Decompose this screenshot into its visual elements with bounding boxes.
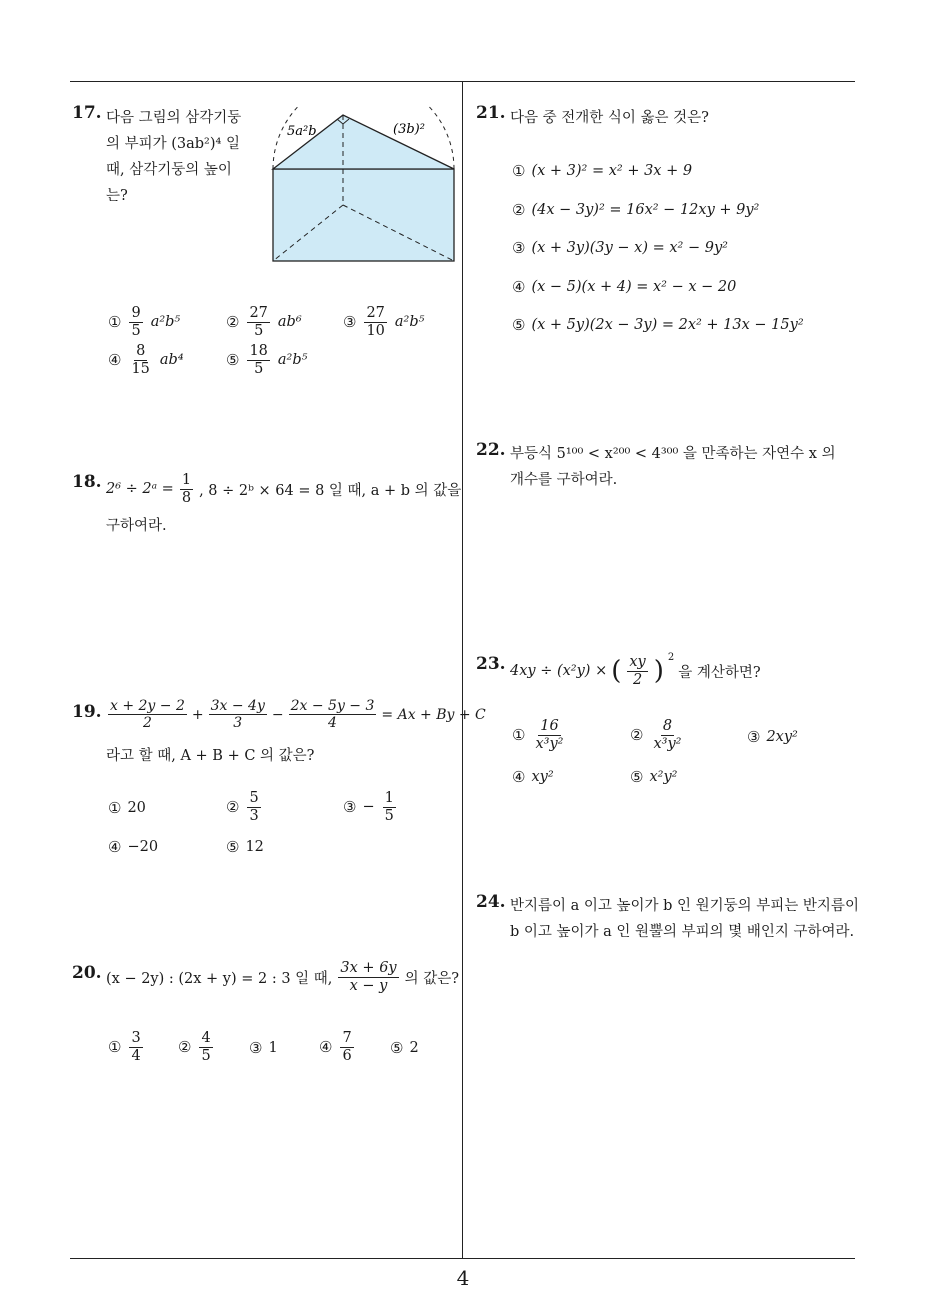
q21-number: 21.	[476, 103, 506, 123]
q23-option-1[interactable]	[512, 718, 567, 752]
q21-option-4-mark: ④	[512, 278, 526, 296]
q23-left-paren: (	[611, 656, 622, 687]
q17-option-4-mark: ④	[108, 351, 122, 370]
q19-option-5-mark: ⑤	[226, 838, 240, 856]
q17-line-1: 다음 그림의 삼각기둥	[106, 110, 242, 126]
q19-option-1-mark: ①	[108, 799, 122, 817]
q17-option-5-mark: ⑤	[226, 351, 240, 370]
q19-rhs: = Ax + By + C	[381, 706, 486, 723]
q18-number: 18.	[72, 472, 102, 492]
q24-number: 24.	[476, 892, 506, 912]
q23-option-4-mark: ④	[512, 768, 526, 786]
prism-left-edge-label: 5a²b	[287, 124, 317, 139]
bottom-rule	[70, 1258, 855, 1259]
q17-option-3-num: 27	[366, 305, 385, 321]
q22-number: 22.	[476, 440, 506, 460]
q17-option-2-den: 5	[254, 322, 264, 339]
q17-option-3-tail: a²b⁵	[394, 314, 425, 331]
q21-option-1[interactable]	[512, 162, 692, 180]
q20-option-5-mark: ⑤	[390, 1039, 404, 1057]
q23-option-1-den: x³y²	[535, 735, 564, 752]
q19-option-5[interactable]	[226, 838, 264, 856]
q19-option-3[interactable]	[343, 790, 398, 824]
q21-option-5[interactable]	[512, 316, 804, 334]
q20-option-5[interactable]	[390, 1039, 419, 1057]
q17-option-5-den: 5	[254, 360, 264, 377]
q23-option-2-mark: ②	[630, 726, 644, 745]
q19-equation	[106, 698, 486, 731]
q19-option-5-text: 12	[245, 839, 264, 855]
q24-line-2: b 이고 높이가 a 인 원뿔의 부피의 몇 배인지 구하여라.	[510, 924, 855, 940]
q17-option-4-den: 15	[131, 360, 150, 377]
q19-frac2-den: 3	[233, 715, 243, 732]
q19-option-4[interactable]	[108, 838, 158, 856]
q20-frac-num: 3x + 6y	[340, 960, 397, 976]
q17-option-1[interactable]	[108, 305, 180, 339]
q21-option-3-text: (x + 3y)(3y − x) = x² − 9y²	[531, 240, 728, 256]
q23-option-2-den: x³y²	[653, 735, 682, 752]
q19-option-2-den: 3	[249, 807, 259, 824]
q19-frac3-den: 4	[328, 715, 337, 732]
q17-option-1-tail: a²b⁵	[150, 314, 181, 331]
q23-option-5[interactable]	[630, 768, 677, 786]
q20-option-3-text: 1	[268, 1040, 278, 1056]
q20-number: 20.	[72, 963, 102, 983]
q17-option-5-num: 18	[249, 343, 268, 359]
q21-option-4[interactable]	[512, 278, 736, 296]
q17-option-2-num: 27	[249, 305, 268, 321]
q19-option-3-den: 5	[384, 807, 394, 824]
q20-option-4-den: 6	[342, 1047, 352, 1064]
page-number: 4	[456, 1266, 470, 1290]
q20-option-2-mark: ②	[178, 1038, 192, 1057]
q21-option-3[interactable]	[512, 239, 728, 257]
q17-option-4[interactable]	[108, 343, 184, 377]
q21-option-4-text: (x − 5)(x + 4) = x² − x − 20	[531, 279, 737, 295]
q23-option-3-text: 2xy²	[766, 729, 798, 745]
q19-frac3-num: 2x − 5y − 3	[290, 698, 375, 714]
q17-option-1-den: 5	[131, 322, 141, 339]
triangular-prism-figure	[265, 105, 465, 267]
q23-option-5-text: x²y²	[649, 769, 678, 785]
q19-option-1[interactable]	[108, 799, 146, 817]
q17-option-2[interactable]	[226, 305, 302, 339]
q22-line-2: 개수를 구하여라.	[510, 472, 618, 488]
q23-option-3[interactable]	[747, 728, 798, 746]
q20-line	[106, 960, 459, 994]
q17-line-4: 는?	[106, 188, 128, 204]
q23-option-5-mark: ⑤	[630, 768, 644, 786]
q19-option-2-num: 5	[249, 790, 259, 806]
q21-option-1-text: (x + 3)² = x² + 3x + 9	[531, 163, 693, 179]
q19-option-4-text: −20	[127, 839, 159, 855]
q20-option-4[interactable]	[319, 1030, 356, 1064]
q20-option-2-num: 4	[201, 1030, 211, 1046]
q23-frac-num: xy	[629, 654, 646, 670]
q20-option-1[interactable]	[108, 1030, 145, 1064]
q17-option-5[interactable]	[226, 343, 307, 377]
q21-option-5-mark: ⑤	[512, 316, 526, 334]
q19-option-3-sign: −	[362, 799, 375, 816]
q18-frac-den: 8	[181, 489, 192, 506]
q19-frac1-num: x + 2y − 2	[110, 698, 185, 714]
q19-option-2[interactable]	[226, 790, 263, 824]
q23-option-1-mark: ①	[512, 726, 526, 745]
q19-option-4-mark: ④	[108, 838, 122, 856]
q17-option-5-tail: a²b⁵	[277, 352, 308, 369]
q17-option-1-mark: ①	[108, 313, 122, 332]
q19-op1: +	[191, 706, 204, 723]
q21-option-5-text: (x + 5y)(2x − 3y) = 2x² + 13x − 15y²	[531, 317, 804, 333]
q23-text-b: 을 계산하면?	[678, 664, 761, 681]
q19-option-2-mark: ②	[226, 798, 240, 817]
q19-op2: −	[271, 706, 284, 723]
q17-option-4-tail: ab⁴	[159, 352, 184, 369]
q17-line-2: 의 부피가 (3ab²)⁴ 일	[106, 136, 240, 152]
q17-option-4-num: 8	[136, 343, 146, 359]
q21-option-2[interactable]	[512, 201, 759, 219]
q19-option-3-mark: ③	[343, 798, 357, 817]
q19-option-3-num: 1	[384, 790, 394, 806]
q23-right-paren: )	[653, 656, 664, 687]
q23-power: 2	[667, 651, 675, 663]
q19-option-1-text: 20	[127, 800, 146, 816]
q20-option-4-mark: ④	[319, 1038, 333, 1057]
q18-line-2: 구하여라.	[106, 518, 167, 534]
q17-option-3-mark: ③	[343, 313, 357, 332]
q19-line-2: 라고 할 때, A + B + C 의 값은?	[106, 748, 315, 764]
q23-option-4[interactable]	[512, 768, 554, 786]
q18-line-1	[106, 472, 461, 506]
q20-text-b: 의 값은?	[404, 970, 460, 987]
q23-number: 23.	[476, 654, 506, 674]
q23-option-1-num: 16	[540, 718, 559, 734]
q20-option-2-den: 5	[201, 1047, 211, 1064]
q20-option-3[interactable]	[249, 1039, 278, 1057]
q17-option-1-num: 9	[131, 305, 141, 321]
q20-option-4-num: 7	[342, 1030, 352, 1046]
q20-option-3-mark: ③	[249, 1039, 263, 1057]
q19-frac2-num: 3x − 4y	[210, 698, 265, 714]
q23-frac-den: 2	[632, 671, 643, 688]
q19-frac1-den: 2	[142, 715, 152, 732]
q18-expr-a: 2⁶ ÷ 2ᵃ =	[106, 481, 174, 498]
q20-option-1-den: 4	[131, 1047, 141, 1064]
prism-right-edge-label: (3b)²	[393, 122, 425, 137]
q23-option-4-text: xy²	[531, 769, 554, 785]
q21-option-1-mark: ①	[512, 162, 526, 180]
q19-number: 19.	[72, 702, 102, 722]
q21-option-2-mark: ②	[512, 201, 526, 219]
q20-option-1-num: 3	[131, 1030, 141, 1046]
q23-option-3-mark: ③	[747, 728, 761, 746]
q20-option-1-mark: ①	[108, 1038, 122, 1057]
q18-expr-b: , 8 ÷ 2ᵇ × 64 = 8 일 때, a + b 의 값을	[199, 482, 462, 499]
q17-option-3[interactable]	[343, 305, 424, 339]
q18-frac-num: 1	[181, 472, 192, 488]
q20-frac-den: x − y	[349, 977, 388, 994]
q21-option-2-text: (4x − 3y)² = 16x² − 12xy + 9y²	[531, 202, 760, 218]
q17-option-2-tail: ab⁶	[277, 314, 302, 331]
q20-option-2[interactable]	[178, 1030, 215, 1064]
q23-option-2[interactable]	[630, 718, 685, 752]
q17-line-3: 때, 삼각기둥의 높이	[106, 162, 232, 178]
q23-text-a: 4xy ÷ (x²y) ×	[510, 663, 608, 680]
q23-line	[510, 651, 761, 688]
q17-number: 17.	[72, 103, 102, 123]
q20-text-a: (x − 2y) : (2x + y) = 2 : 3 일 때,	[106, 970, 333, 987]
q20-option-5-text: 2	[409, 1040, 419, 1056]
q23-option-2-num: 8	[662, 718, 673, 734]
q17-option-2-mark: ②	[226, 313, 240, 332]
q21-option-3-mark: ③	[512, 239, 526, 257]
q21-text: 다음 중 전개한 식이 옳은 것은?	[510, 110, 709, 126]
q17-option-3-den: 10	[366, 322, 385, 339]
q24-line-1: 반지름이 a 이고 높이가 b 인 원기둥의 부피는 반지름이	[510, 898, 859, 914]
q22-line-1: 부등식 5¹⁰⁰ < x²⁰⁰ < 4³⁰⁰ 을 만족하는 자연수 x 의	[510, 446, 836, 462]
